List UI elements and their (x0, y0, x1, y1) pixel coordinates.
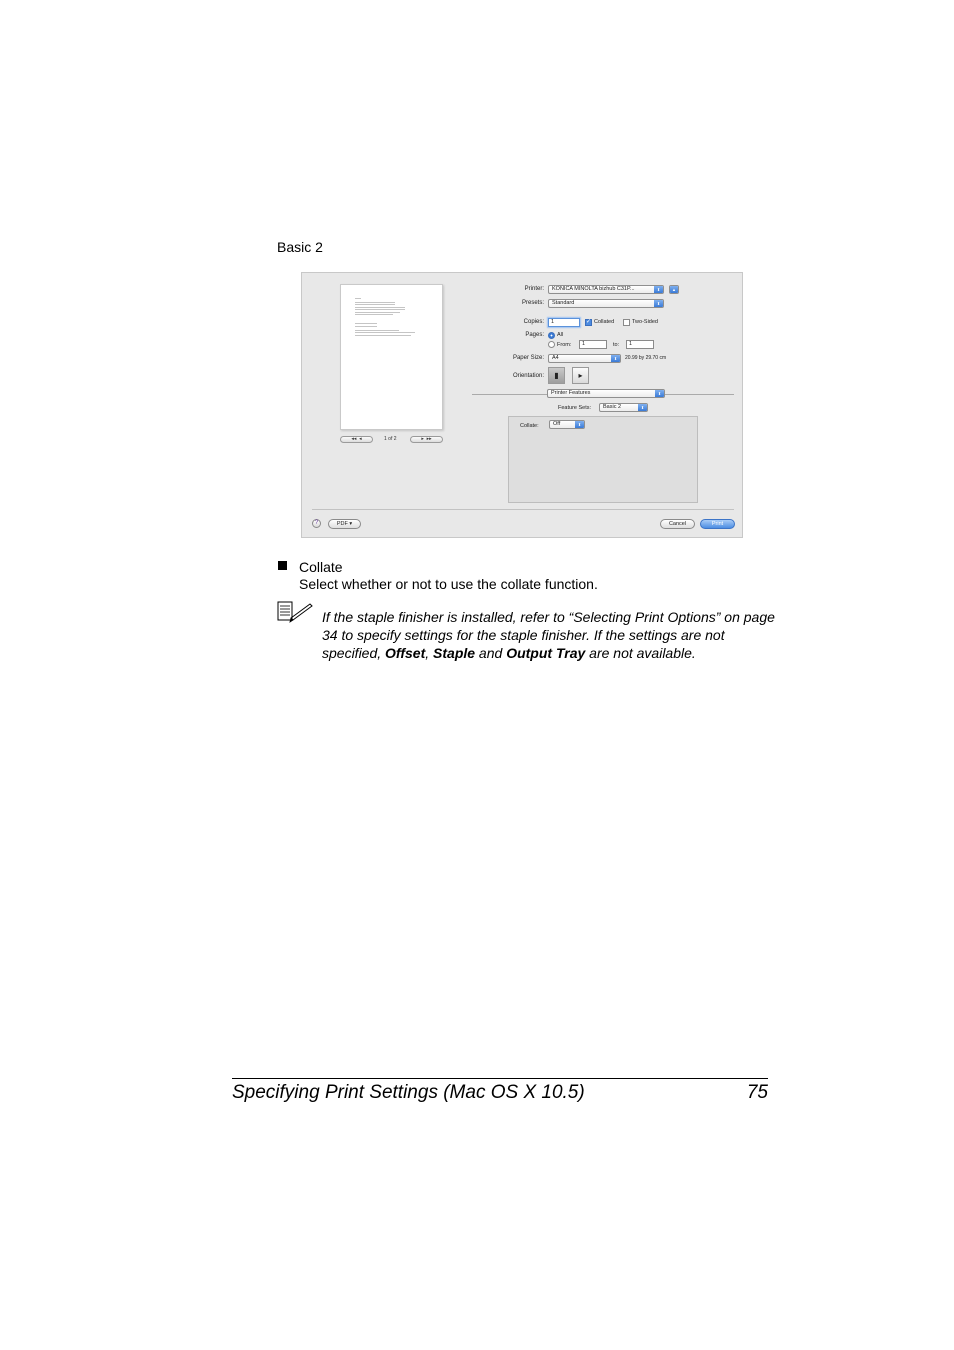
footer-title: Specifying Print Settings (Mac OS X 10.5) (232, 1082, 585, 1103)
pages-from-radio[interactable] (548, 341, 555, 348)
cancel-button[interactable]: Cancel (660, 519, 695, 529)
paper-size-value: A4 (552, 355, 559, 361)
pdf-menu-button[interactable]: PDF ▾ (328, 519, 361, 529)
two-sided-checkbox[interactable] (623, 319, 630, 326)
presets-popup[interactable] (548, 299, 664, 308)
paper-size-popup[interactable] (548, 354, 621, 363)
pages-all-radio[interactable] (548, 332, 555, 339)
item-title: Collate (299, 559, 343, 575)
landscape-orientation-button[interactable] (572, 367, 589, 384)
collate-label: Collate: (520, 423, 539, 429)
presets-label: Presets: (521, 300, 544, 306)
pages-from-label: From: (557, 342, 572, 348)
collated-label: Collated (594, 319, 615, 325)
chevron-updown-icon: ⬍ (638, 404, 647, 411)
printer-value: KONICA MINOLTA bizhub C31P... (552, 286, 635, 292)
feature-sets-popup[interactable] (599, 403, 648, 412)
printer-popup[interactable] (548, 285, 664, 294)
landscape-icon: ▸ (578, 371, 583, 380)
two-sided-label: Two-Sided (632, 319, 658, 325)
chevron-updown-icon: ⬍ (654, 286, 663, 293)
feature-settings-panel (508, 416, 698, 503)
collate-popup[interactable] (549, 420, 585, 429)
next-last-page-button[interactable]: ▸ ▸▸ (410, 436, 443, 443)
printer-disclosure-button[interactable] (669, 285, 679, 294)
pages-to-field[interactable]: 1 (626, 340, 654, 349)
printer-label: Printer: (524, 286, 544, 292)
pages-all-label: All (557, 332, 564, 338)
note-output-tray: Output Tray (506, 645, 586, 661)
copies-field[interactable]: 1 (548, 318, 580, 327)
print-preview-page (340, 284, 443, 430)
copies-label: Copies: (523, 319, 544, 325)
paper-size-label: Paper Size: (512, 355, 544, 361)
chevron-updown-icon: ⬍ (655, 390, 664, 397)
print-dialog-screenshot (301, 272, 743, 538)
section-value: Printer Features (551, 390, 591, 396)
chevron-updown-icon: ⬍ (575, 421, 584, 428)
bullet-square-icon (278, 561, 287, 570)
pages-to-label: to: (613, 342, 620, 348)
collate-value: Off (553, 421, 561, 427)
pages-from-field[interactable]: 1 (579, 340, 607, 349)
pages-label: Pages: (525, 332, 544, 338)
footer-rule (232, 1078, 768, 1079)
feature-sets-value: Basic 2 (603, 404, 622, 410)
note-text (322, 608, 777, 662)
note-pencil-icon (277, 600, 313, 624)
item-description: Select whether or not to use the collate function. (299, 576, 598, 592)
note-staple: Staple (433, 645, 476, 661)
portrait-orientation-button[interactable] (548, 367, 565, 384)
bottom-divider (312, 509, 734, 510)
page-number: 75 (746, 1082, 768, 1103)
presets-value: Standard (552, 300, 575, 306)
print-button[interactable]: Print (700, 519, 735, 529)
help-button[interactable]: ? (312, 519, 321, 528)
paper-size-dimensions: 20.99 by 29.70 cm (625, 355, 667, 361)
disclosure-triangle-icon: ▲ (670, 286, 678, 293)
section-heading: Basic 2 (277, 239, 323, 255)
note-sep2: and (475, 645, 507, 661)
note-sep1: , (425, 645, 434, 661)
orientation-label: Orientation: (512, 373, 544, 379)
note-offset: Offset (385, 645, 426, 661)
page-indicator: 1 of 2 (384, 436, 397, 442)
note-part2: are not available. (585, 645, 696, 661)
first-prev-page-button[interactable]: ◂◂ ◂ (340, 436, 373, 443)
feature-sets-label: Feature Sets: (558, 405, 592, 411)
section-popup[interactable] (547, 389, 665, 398)
chevron-updown-icon: ⬍ (654, 300, 663, 307)
portrait-icon: ▮ (554, 371, 559, 380)
collated-checkbox[interactable]: ✓ (586, 319, 592, 325)
chevron-updown-icon: ⬍ (611, 355, 620, 362)
note-part1: If the staple finisher is installed, refer to “Selecting Print Options” on page 34 to specify settings for the staple finisher. If the settings are not specified, (322, 609, 775, 661)
